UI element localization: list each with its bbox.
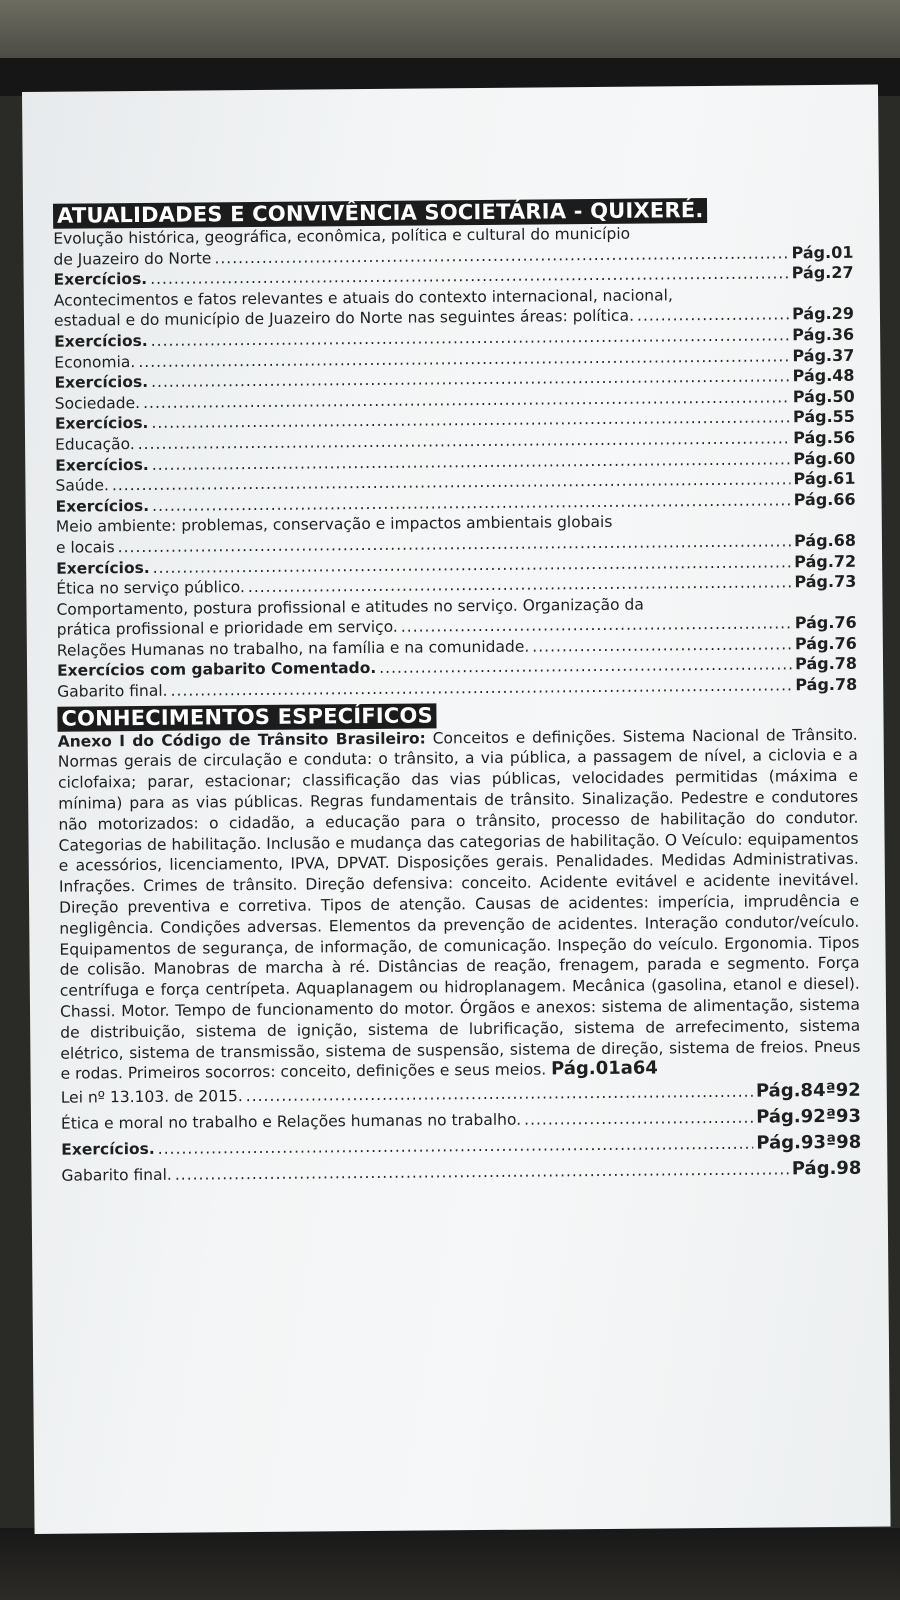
dot-leader <box>524 1105 753 1133</box>
toc-entry-label: Ética no serviço público. <box>56 578 245 598</box>
paper-sheet <box>22 85 891 1534</box>
toc-page-number: Pág.66 <box>793 489 856 509</box>
toc-entry-list <box>57 634 858 703</box>
toc-entry-label: Exercícios. <box>55 455 149 475</box>
toc-page-number: Pág.29 <box>791 304 855 324</box>
dot-leader <box>637 305 789 327</box>
toc-page-number: Pág.93ª98 <box>756 1131 862 1154</box>
toc-entry-label: e locais <box>55 538 115 557</box>
toc-page-number: Pág.55 <box>792 407 855 427</box>
toc-page-number: Pág.56 <box>793 427 856 448</box>
toc-page-number: Pág.76 <box>794 613 857 633</box>
toc-entry-label: Exercícios. <box>54 331 148 351</box>
toc-entry-list <box>56 551 856 599</box>
annex-paragraph <box>58 724 861 1085</box>
dot-leader <box>175 1157 789 1188</box>
toc-entry-label: Gabarito final. <box>61 1165 172 1185</box>
toc-entry-label: prática profissional e prioridade em serviço. <box>56 618 398 639</box>
background-wall <box>0 0 900 62</box>
toc-entry-label: Sociedade. <box>54 393 141 413</box>
section-conhecimentos <box>57 695 861 1189</box>
toc-page-number: Pág.48 <box>792 365 855 386</box>
toc-entry-label: Educação. <box>55 434 135 454</box>
toc-page-number: Pág.37 <box>792 345 855 365</box>
toc-page-number: Pág.84ª92 <box>755 1079 861 1102</box>
toc-entry <box>61 1156 861 1189</box>
toc-entry-text: Evolução histórica, geográfica, econômica, política e cultural do município <box>53 224 631 248</box>
toc-page-number: Pág.50 <box>792 386 855 407</box>
toc-entry-label: Exercícios com gabarito Comentado. <box>56 659 377 681</box>
toc-page-number: Pág.68 <box>793 530 857 551</box>
toc-entry-label: Gabarito final. <box>57 681 168 701</box>
toc-entry-label: Exercícios. <box>55 496 150 516</box>
toc-entry-label: Exercícios. <box>61 1140 155 1159</box>
toc-entry-text: Comportamento, postura profissional e atitudes no serviço. Organização da <box>56 595 644 619</box>
annex-lead: Anexo I do Código de Trânsito Brasileiro: <box>57 729 426 751</box>
toc-entry-label: Lei nº 13.103. de 2015. <box>60 1087 243 1107</box>
toc-entry-label: Ética e moral no trabalho e Relações humanas no trabalho. <box>60 1110 522 1133</box>
toc-page-number: Pág.98 <box>791 1157 862 1180</box>
toc-page-number: Pág.01a64 <box>551 1057 659 1080</box>
toc-entry-label: Saúde. <box>55 476 109 495</box>
toc-page-number: Pág.73 <box>794 571 857 592</box>
toc-entry-label: Exercícios. <box>53 270 148 289</box>
section-atualidades <box>53 197 857 703</box>
dot-leader <box>532 634 792 657</box>
toc-page-number: Pág.92ª93 <box>756 1105 862 1128</box>
toc-entry-label: Exercícios. <box>54 414 149 434</box>
toc-entry-list <box>54 325 856 517</box>
toc-page-number: Pág.27 <box>791 262 854 283</box>
section-heading: CONHECIMENTOS ESPECÍFICOS <box>57 703 437 731</box>
toc-page-number: Pág.01 <box>791 242 854 262</box>
toc-entry-label: Exercícios. <box>56 558 150 578</box>
toc-entry-label: de Juazeiro do Norte <box>53 248 212 269</box>
toc-entry-label: Economia. <box>54 352 136 372</box>
toc-entry-label: estadual e do município de Juazeiro do Norte nas seguintes áreas: política. <box>53 307 635 331</box>
table-of-contents <box>53 197 862 1189</box>
toc-page-number: Pág.76 <box>794 633 857 654</box>
toc-page-number: Pág.78 <box>795 654 858 674</box>
toc-page-number: Pág.72 <box>794 551 857 571</box>
toc-page-number: Pág.36 <box>792 324 855 345</box>
annex-text: Conceitos e definições. Sistema Nacional de Trânsito. Normas gerais de circulação e conduta: o trânsito, a via pública, a passagem de nível, a ciclovia e a ciclofaixa; parar, estacionar; classificação das vias públicas, velocidades permitidas (máxima e mínima) para as vias públicas. Regras fundamentais de trânsito. Sinalização. Pedestre e condutores não motorizados: o cidadão, a educação para o trânsito, processo de habilitação do condutor. Categorias de habilitação. Inclusão e mudança das categorias de habilitação. O Veículo: equipamentos e acessórios, licenciamento, IPVA, DPVAT. Disposições gerais. Penalidades. Medidas Administrativas. Infrações. Crimes de trânsito. Direção defensiva: conceito. Acidente evitável e acidente inevitável. Direção preventiva e corretiva. Tipos de atenção. Causas de acidentes: imperícia, imprudência e negligência. Condições adversas. Elementos da prevenção de acidentes. Interação condutor/veículo. Equipamentos de segurança, de informação, de comunicação. Inspeção do veículo. Ergonomia. Tipos de colisão. Manobras de marcha à ré. Distâncias de reação, frenagem, parada e segmento. Força centrífuga e força centrípeta. Aquaplanagem ou hidroplanagem. Mecânica (gasolina, etanol e diesel). Chassi. Motor. Tempo de funcionamento do motor. Órgãos e anexos: sistema de alimentação, sistema de distribuição, sistema de ignição, sistema de lubrificação, sistema de arrefecimento, sistema elétrico, sistema de transmissão, sistema de suspensão, sistema de direção, sistema de freios. Pneus e rodas. Primeiros socorros: conceito, definições e seus meios. <box>57 725 861 1084</box>
background-bottom-surface <box>0 1528 900 1600</box>
toc-page-number: Pág.61 <box>793 468 856 489</box>
toc-entry-text: Acontecimentos e fatos relevantes e atuais do contexto internacional, nacional, <box>53 286 673 310</box>
toc-entry-label: Exercícios. <box>54 373 149 392</box>
toc-entry-text: Meio ambiente: problemas, conservação e impactos ambientais globais <box>55 513 613 537</box>
toc-page-number: Pág.78 <box>795 674 858 695</box>
toc-entry-list <box>61 1078 862 1189</box>
toc-page-number: Pág.60 <box>793 448 856 468</box>
section-heading: ATUALIDADES E CONVIVÊNCIA SOCIETÁRIA - QUIXERÉ. <box>53 198 708 229</box>
toc-entry-label: Relações Humanas no trabalho, na família e na comunidade. <box>56 637 530 660</box>
